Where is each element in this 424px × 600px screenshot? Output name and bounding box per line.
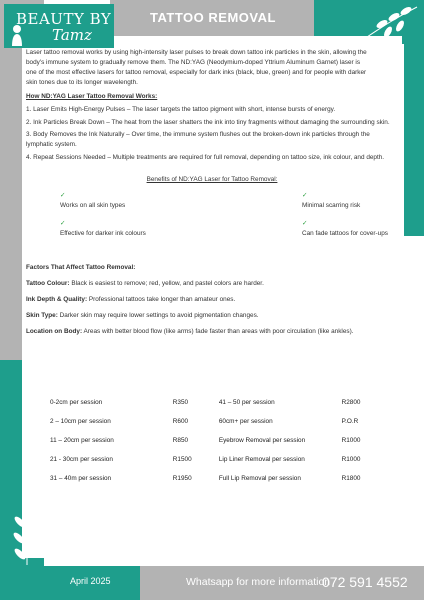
factor-item: Location on Body: Areas with better blood flow (like arms) fade faster than areas with poor circulation (like ankles). (26, 327, 354, 335)
factor-item: Tattoo Colour: Black is easiest to remove; red, yellow, and pastel colors are harder. (26, 279, 264, 287)
step-item: 3. Body Removes the Ink Naturally – Over time, the immune system flushes out the broken-down ink particles through the lymphatic system. (26, 131, 370, 149)
check-icon: ✓ (60, 192, 66, 200)
benefit-item: ✓ Can fade tattoos for cover-ups (212, 219, 398, 239)
leaf-icon (362, 2, 422, 42)
intro-paragraph: Laser tattoo removal works by using high-intensity laser pulses to break down tattoo ink particles in the skin, allowing the body's immune system to gradually remove them. The ND:YAG (Neodymium-doped Yttrium Aluminum Garnet) laser is one of the most effective lasers for tattoo removal, especially for dark inks (black, blue, green) and for people with darker skin tones due to its longer wavelength. (26, 49, 367, 86)
benefit-item: ✓ Effective for darker ink colours (26, 219, 212, 239)
main-content (26, 48, 398, 336)
step-item: 4. Repeat Sessions Needed – Multiple treatments are required for full removal, depending on tattoo size, ink colour, and depth. (26, 154, 385, 162)
benefit-item: ✓ Minimal scarring risk (212, 191, 398, 211)
benefit-item: ✓ Works on all skin types (26, 191, 212, 211)
logo-text: BEAUTY BY (16, 10, 112, 28)
page-title: TATTOO REMOVAL (150, 10, 276, 25)
benefits-grid (26, 191, 398, 239)
price-row: 11 – 20cm per session R850 Eyebrow Removal per session R1000 (50, 437, 361, 444)
footer-date: April 2025 (70, 576, 111, 586)
price-row: 0-2cm per session R350 41 – 50 per session R2800 (50, 399, 361, 406)
factor-item: Skin Type: Darker skin may require lower settings to avoid pigmentation changes. (26, 311, 259, 319)
steps-list (26, 105, 398, 164)
brand-logo (4, 4, 114, 48)
footer-whatsapp-text: Whatsapp for more information (186, 576, 331, 588)
check-icon: ✓ (302, 219, 308, 227)
benefits-heading: Benefits of ND:YAG Laser for Tattoo Removal: (146, 176, 278, 184)
price-list (50, 393, 380, 488)
step-item: 1. Laser Emits High-Energy Pulses – The laser targets the tattoo pigment with short, intense bursts of energy. (26, 105, 336, 113)
leaf-icon (2, 510, 52, 566)
factor-item: Ink Depth & Quality: Professional tattoos take longer than amateur ones. (26, 295, 236, 303)
footer-phone-number[interactable]: 072 591 4552 (322, 574, 408, 590)
price-row: 21 - 30cm per session R1500 Lip Liner Removal per session R1000 (50, 456, 361, 463)
factors-heading: Factors That Affect Tattoo Removal: (26, 263, 136, 271)
how-it-works-heading: How ND:YAG Laser Tattoo Removal Works: (26, 92, 158, 100)
right-teal-strip (402, 36, 424, 236)
check-icon: ✓ (302, 192, 308, 200)
step-item: 2. Ink Particles Break Down – The heat from the laser shatters the ink into tiny fragments without damaging the surrounding skin. (26, 118, 390, 126)
check-icon: ✓ (60, 219, 66, 227)
logo-script-text: Tamz (52, 26, 92, 44)
price-row: 31 – 40m per session R1950 Full Lip Removal per session R1800 (50, 475, 361, 482)
price-row: 2 – 10cm per session R600 60cm+ per session P.O.R (50, 418, 359, 425)
